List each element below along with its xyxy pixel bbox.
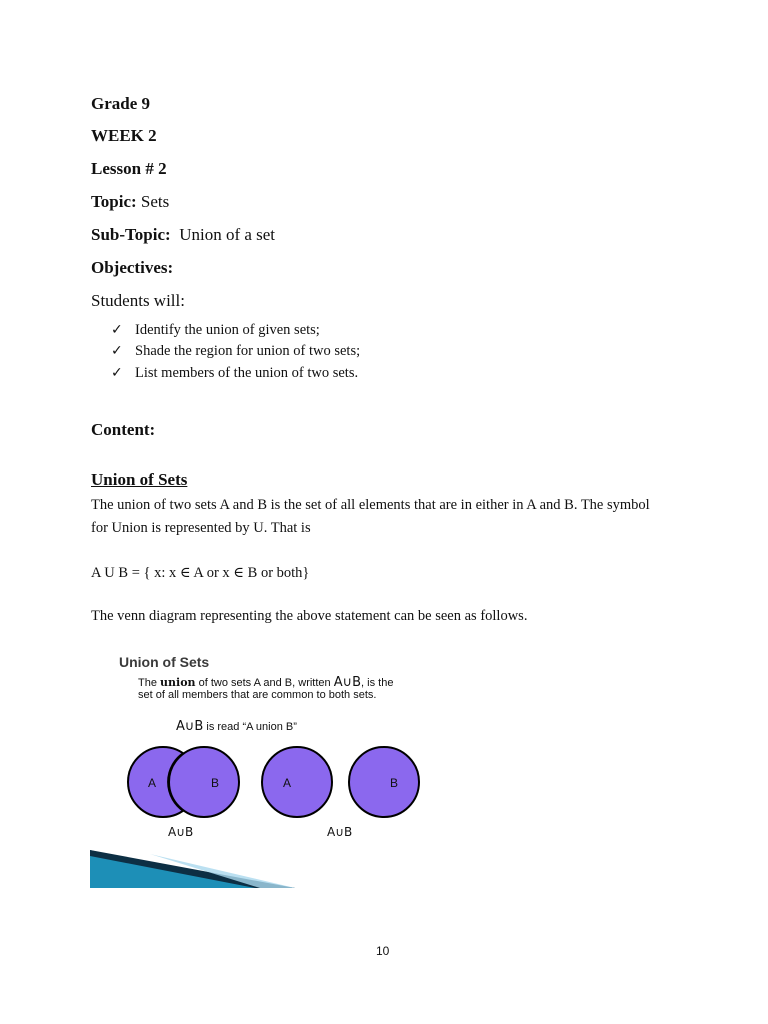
figure-text: The (138, 677, 161, 689)
paragraph-line-2: for Union is represented by U. That is (91, 520, 311, 536)
objective-item (111, 343, 360, 360)
venn-right-circle-a (262, 747, 332, 817)
paragraph-line-1: The union of two sets A and B is the set of all elements that are in either in A and B. The symbol (91, 497, 650, 513)
figure-symbol: A∪B (176, 719, 204, 734)
venn-right-circle-b (349, 747, 419, 817)
figure-symbol: A∪B (333, 675, 362, 690)
figure-text: of two sets A and B, written (195, 677, 334, 689)
checkmark-icon: ✓ (111, 322, 123, 338)
venn-caption-right: A∪B (327, 825, 353, 839)
venn-label-a: A (148, 776, 157, 790)
figure-title: Union of Sets (119, 654, 210, 670)
venn-label-a-separate: A (283, 776, 292, 790)
topic-label: Topic: (91, 192, 137, 211)
venn-label-b-separate: B (390, 776, 399, 790)
figure-line-2: set of all members that are common to both sets. (138, 689, 377, 701)
venn-intro-text: The venn diagram representing the above statement can be seen as follows. (91, 608, 528, 624)
union-formula: A U B = { x: x ∈ A or x ∈ B or both} (91, 565, 310, 581)
checkmark-icon: ✓ (111, 365, 123, 381)
section-title: Union of Sets (91, 470, 188, 489)
union-figure (90, 648, 430, 890)
content-heading: Content: (91, 420, 156, 439)
venn-caption-left: A∪B (168, 825, 194, 839)
venn-diagrams (90, 648, 430, 890)
subtopic-label: Sub-Topic: (91, 225, 171, 244)
figure-bold-word: union (160, 676, 196, 689)
figure-text: , is the (361, 677, 394, 689)
objective-text: Identify the union of given sets; (135, 322, 320, 338)
venn-label-b: B (211, 776, 220, 790)
objective-item (111, 322, 320, 339)
page-number: 10 (376, 944, 390, 958)
objective-text: List members of the union of two sets. (135, 365, 359, 381)
students-will-text: Students will: (91, 291, 185, 310)
grade-heading: Grade 9 (91, 94, 151, 113)
objectives-heading: Objectives: (91, 258, 174, 277)
subtopic-line (91, 225, 275, 245)
topic-value: Sets (140, 192, 170, 211)
objective-item (111, 365, 358, 382)
figure-text: is read “A union B” (203, 721, 297, 733)
week-heading: WEEK 2 (91, 126, 157, 145)
topic-line (91, 192, 169, 212)
checkmark-icon: ✓ (111, 343, 123, 359)
subtopic-value: Union of a set (179, 225, 276, 244)
objective-text: Shade the region for union of two sets; (135, 343, 361, 359)
lesson-heading: Lesson # 2 (91, 159, 167, 178)
